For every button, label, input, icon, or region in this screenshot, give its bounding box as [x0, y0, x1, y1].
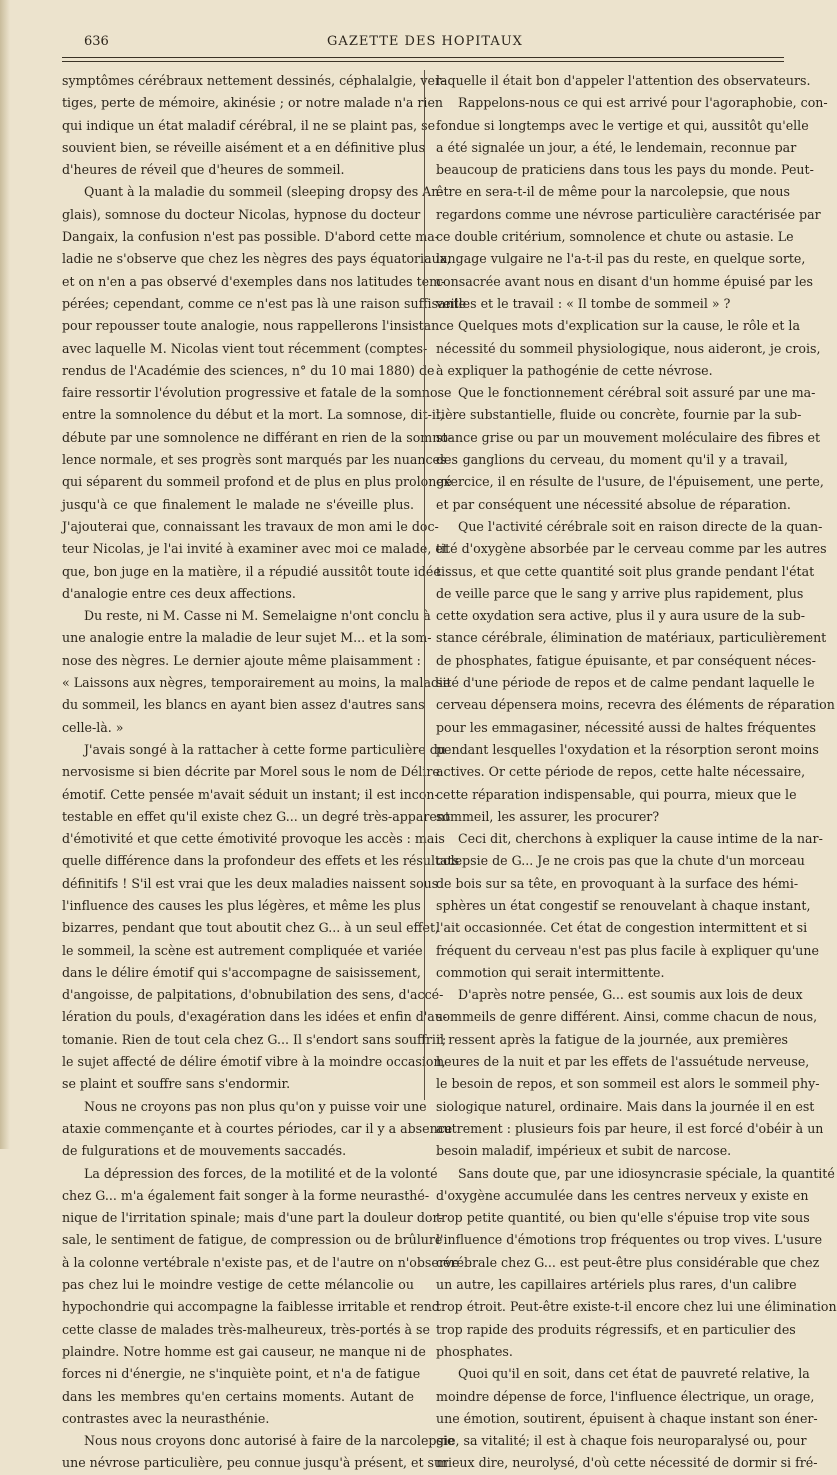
text-line: pas chez lui le moindre vestige de cette mélancolie ou — [62, 1277, 414, 1293]
page-binding-edge — [0, 0, 10, 1149]
text-line: teur Nicolas, je l'ai invité à examiner avec moi ce malade, et — [62, 541, 448, 557]
text-line: tière substantielle, fluide ou concrète, fournie par la sub- — [436, 407, 802, 423]
text-line: un autre, les capillaires artériels plus rares, d'un calibre — [436, 1277, 797, 1293]
text-line: consacrée avant nous en disant d'un homme épuisé par les — [436, 273, 813, 289]
text-line: beaucoup de praticiens dans tous les pays du monde. Peut- — [436, 162, 814, 178]
text-line: besoin maladif, impérieux et subit de narcose. — [436, 1143, 732, 1159]
text-line: pendant lesquelles l'oxydation et la résorption seront moins — [436, 741, 819, 757]
text-line: contrastes avec la neurasthénie. — [62, 1410, 270, 1426]
text-line: lence normale, et ses progrès sont marqués par les nuances — [62, 452, 447, 468]
text-line: nervosisme si bien décrite par Morel sous le nom de Délire — [62, 764, 440, 780]
text-line: siologique naturel, ordinaire. Mais dans la journée il en est — [436, 1098, 815, 1114]
text-line: émotif. Cette pensée m'avait séduit un instant; il est incon- — [62, 786, 439, 802]
text-line: ladie ne s'observe que chez les nègres des pays équatoriaux, — [62, 251, 451, 267]
text-line: fondue si longtemps avec le vertige et qui, aussitôt qu'elle — [436, 117, 809, 133]
left-column — [62, 70, 467, 1475]
text-line: ce double critérium, somnolence et chute ou astasie. Le — [436, 229, 794, 245]
text-line: stance cérébrale, élimination de matériaux, particulièrement — [436, 630, 827, 646]
text-line: des ganglions du cerveau, du moment qu'il y a travail, — [436, 452, 788, 468]
text-line: cette classe de malades très-malheureux, très-portés à se — [62, 1321, 430, 1337]
column-divider — [424, 70, 425, 1100]
text-line: faire ressortir l'évolution progressive et fatale de la somnose — [62, 385, 452, 401]
text-line: sommeil, les assurer, les procurer? — [436, 808, 660, 824]
text-line: se plaint et souffre sans s'endormir. — [62, 1076, 291, 1092]
text-line: Rappelons-nous ce qui est arrivé pour l'agoraphobie, con- — [458, 95, 828, 111]
text-line: trop petite quantité, ou bien qu'elle s'épuise trop vite sous — [436, 1210, 810, 1226]
text-line: veilles et le travail : « Il tombe de sommeil » ? — [436, 295, 731, 311]
text-line: le sujet affecté de délire émotif vibre à la moindre occasion, — [62, 1054, 446, 1070]
text-line: de phosphates, fatigue épuisante, et par conséquent néces- — [436, 652, 816, 668]
text-line: une émotion, soutirent, épuisent à chaque instant son éner- — [436, 1410, 818, 1426]
text-line: J'avais songé à la rattacher à cette forme particulière du — [84, 741, 446, 757]
text-line: nique de l'irritation spinale; mais d'une part la douleur dor- — [62, 1210, 443, 1226]
text-line: qui indique un état maladif cérébral, il ne se plaint pas, se — [62, 117, 436, 133]
text-line: Quelques mots d'explication sur la cause, le rôle et la — [458, 318, 800, 334]
page-number: 636 — [84, 34, 109, 49]
text-line: tiges, perte de mémoire, akinésie ; or notre malade n'a rien — [62, 95, 444, 111]
text-line: J'ajouterai que, connaissant les travaux de mon ami le doc- — [62, 518, 439, 534]
text-line: Sans doute que, par une idiosyncrasie spéciale, la quantité — [458, 1165, 835, 1181]
text-line: pour repousser toute analogie, nous rappellerons l'insistance — [62, 318, 454, 334]
text-line: à la colonne vertébrale n'existe pas, et de l'autre on n'observe — [62, 1254, 460, 1270]
text-line: Nous ne croyons pas non plus qu'on y puisse voir une — [84, 1098, 427, 1114]
text-line: nécessité du sommeil physiologique, nous aideront, je crois, — [436, 340, 821, 356]
text-line: que, bon juge en la matière, il a répudié aussitôt toute idée — [62, 563, 441, 579]
text-line: pérées; cependant, comme ce n'est pas là une raison suffisante — [62, 295, 467, 311]
text-line: actives. Or cette période de repos, cette halte nécessaire, — [436, 764, 806, 780]
text-line: l'influence d'émotions trop fréquentes ou trop vives. L'usure — [436, 1232, 823, 1248]
text-line: avec laquelle M. Nicolas vient tout récemment (comptes- — [62, 340, 428, 356]
text-line: et par conséquent une nécessité absolue de réparation. — [436, 496, 791, 512]
text-line: mieux dire, neurolysé, d'où cette nécessité de dormir si fré- — [436, 1455, 818, 1471]
header-rule-bottom — [62, 61, 784, 62]
text-line: dans le délire émotif qui s'accompagne de saisissement, — [62, 964, 421, 980]
text-line: tomanie. Rien de tout cela chez G... Il s'endort sans souffrir; — [62, 1031, 447, 1047]
text-line: d'analogie entre ces deux affections. — [62, 585, 296, 601]
text-line: d'oxygène accumulée dans les centres nerveux y existe en — [436, 1187, 809, 1203]
text-line: hypochondrie qui accompagne la faiblesse irritable et rend — [62, 1299, 440, 1315]
text-line: phosphates. — [436, 1343, 513, 1359]
text-line: sommeils de genre différent. Ainsi, comme chacun de nous, — [436, 1009, 818, 1025]
text-line: commotion qui serait intermittente. — [436, 964, 665, 980]
text-line: rendus de l'Académie des sciences, n° du 10 mai 1880) de — [62, 362, 435, 378]
text-line: cette oxydation sera active, plus il y aura usure de la sub- — [436, 608, 806, 624]
text-line: le besoin de repos, et son sommeil est alors le sommeil phy- — [436, 1076, 820, 1092]
text-line: le sommeil, la scène est autrement compliquée et variée — [62, 942, 423, 958]
text-line: « Laissons aux nègres, temporairement au moins, la maladie — [62, 675, 451, 691]
text-line: Dangaix, la confusion n'est pas possible. D'abord cette ma- — [62, 229, 439, 245]
text-line: quelle différence dans la profondeur des effets et les résultats — [62, 853, 460, 869]
text-line: il ressent après la fatigue de la journée, aux premières — [436, 1031, 788, 1047]
text-line: symptômes cérébraux nettement dessinés, céphalalgie, ver- — [62, 73, 446, 88]
text-line: nose des nègres. Le dernier ajoute même plaisamment : — [62, 652, 421, 668]
text-line: de bois sur sa tête, en provoquant à la surface des hémi- — [436, 875, 799, 891]
text-line: Ceci dit, cherchons à expliquer la cause intime de la nar- — [458, 831, 823, 847]
text-line: D'après notre pensée, G... est soumis aux lois de deux — [458, 987, 803, 1003]
text-line: d'angoisse, de palpitations, d'obnubilation des sens, d'accé- — [62, 987, 444, 1003]
text-line: sité d'une période de repos et de calme pendant laquelle le — [436, 675, 815, 691]
text-line: cerveau dépensera moins, recevra des éléments de réparation — [436, 697, 835, 713]
text-line: à expliquer la pathogénie de cette névrose. — [436, 362, 713, 378]
text-line: débute par une somnolence ne différant en rien de la somno- — [62, 429, 453, 445]
text-line: être en sera-t-il de même pour la narcolepsie, que nous — [436, 184, 790, 200]
text-line: laquelle il était bon d'appeler l'attention des observateurs. — [436, 73, 811, 88]
text-line: Du reste, ni M. Casse ni M. Semelaigne n'ont conclu à — [84, 608, 431, 624]
text-line: Quant à la maladie du sommeil (sleeping dropsy des An- — [84, 184, 444, 200]
text-line: plaindre. Notre homme est gai causeur, ne manque ni de — [62, 1343, 426, 1359]
page-header — [60, 34, 790, 54]
text-line: langage vulgaire ne l'a-t-il pas du reste, en quelque sorte, — [436, 251, 806, 267]
text-line: chez G... m'a également fait songer à la forme neurasthé- — [62, 1187, 430, 1203]
right-column — [436, 70, 837, 1475]
text-line: d'émotivité et que cette émotivité provoque les accès : mais — [62, 831, 445, 847]
text-line: Nous nous croyons donc autorisé à faire de la narcolepsie — [84, 1433, 455, 1449]
text-line: colepsie de G... Je ne crois pas que la chute d'un morceau — [436, 853, 805, 869]
text-line: testable en effet qu'il existe chez G... un degré très-apparent — [62, 808, 451, 824]
text-line: entre la somnolence du début et la mort. La somnose, dit-il, — [62, 407, 444, 423]
text-line: une névrose particulière, peu connue jusqu'à présent, et sur — [62, 1455, 449, 1471]
text-line: qui séparent du sommeil profond et de plus en plus prolongé — [62, 474, 452, 490]
text-line: celle-là. » — [62, 719, 124, 735]
text-line: forces ni d'énergie, ne s'inquiète point, et n'a de fatigue — [62, 1366, 421, 1382]
text-line: pour les emmagasiner, nécessité aussi de haltes fréquentes — [436, 719, 816, 735]
text-line: glais), somnose du docteur Nicolas, hypnose du docteur — [62, 206, 421, 222]
text-line: une analogie entre la maladie de leur sujet M... et la som- — [62, 630, 432, 646]
text-line: sale, le sentiment de fatigue, de compression ou de brûlure — [62, 1232, 443, 1248]
text-line: La dépression des forces, de la motilité et de la volonté — [84, 1165, 438, 1181]
running-title: GAZETTE DES HOPITAUX — [327, 34, 523, 49]
text-line: lération du pouls, d'exagération dans les idées et enfin d'au- — [62, 1009, 448, 1025]
text-line: tité d'oxygène absorbée par le cerveau comme par les autres — [436, 541, 827, 557]
text-line: tissus, et que cette quantité soit plus grande pendant l'état — [436, 563, 815, 579]
text-line: cette réparation indispensable, qui pourra, mieux que le — [436, 786, 797, 802]
text-line: l'influence des causes les plus légères, et même les plus — [62, 897, 421, 913]
text-line: bizarres, pendant que tout aboutit chez G... à un seul effet, — [62, 920, 440, 936]
text-line: trop rapide des produits régressifs, et en particulier des — [436, 1321, 796, 1337]
text-line: stance grise ou par un mouvement moléculaire des fibres et — [436, 429, 821, 445]
text-line: autrement : plusieurs fois par heure, il est forcé d'obéir à un — [436, 1120, 824, 1136]
text-line: moindre dépense de force, l'influence électrique, un orage, — [436, 1388, 815, 1404]
text-line: de veille parce que le sang y arrive plus rapidement, plus — [436, 585, 804, 601]
text-line: trop étroit. Peut-être existe-t-il encore chez lui une élimination — [436, 1299, 837, 1315]
text-line: heures de la nuit et par les effets de l'assuétude nerveuse, — [436, 1054, 810, 1070]
text-line: dans les membres qu'en certains moments. Autant de — [62, 1388, 414, 1404]
text-line: jusqu'à ce que finalement le malade ne s'éveille plus. — [62, 496, 414, 512]
text-line: a été signalée un jour, a été, le lendemain, reconnue par — [436, 139, 797, 155]
text-line: ataxie commençante et à courtes périodes, car il y a absence — [62, 1120, 453, 1136]
text-line: regardons comme une névrose particulière caractérisée par — [436, 206, 821, 222]
text-line: souvient bien, se réveille aisément et a en définitive plus — [62, 139, 426, 155]
text-line: du sommeil, les blancs en ayant bien assez d'autres sans — [62, 697, 425, 713]
text-line: de fulgurations et de mouvements saccadés. — [62, 1143, 347, 1159]
text-line: l'ait occasionnée. Cet état de congestion intermittent et si — [436, 920, 808, 936]
text-line: et on n'en a pas observé d'exemples dans nos latitudes tem- — [62, 273, 446, 289]
text-line: sphères un état congestif se renouvelant à chaque instant, — [436, 897, 811, 913]
text-line: fréquent du cerveau n'est pas plus facile à expliquer qu'une — [436, 942, 819, 958]
text-line: définitifs ! S'il est vrai que les deux maladies naissent sous — [62, 875, 439, 891]
text-line: Que l'activité cérébrale soit en raison directe de la quan- — [458, 518, 823, 534]
header-rule-top — [62, 57, 784, 58]
text-line: exercice, il en résulte de l'usure, de l'épuisement, une perte, — [436, 474, 824, 490]
text-line: d'heures de réveil que d'heures de sommeil. — [62, 162, 345, 178]
text-line: gie, sa vitalité; il est à chaque fois neuroparalysé ou, pour — [436, 1433, 807, 1449]
text-line: Que le fonctionnement cérébral soit assuré par une ma- — [458, 385, 816, 401]
text-line: Quoi qu'il en soit, dans cet état de pauvreté relative, la — [458, 1366, 810, 1382]
text-line: cérébrale chez G... est peut-être plus considérable que chez — [436, 1254, 820, 1270]
